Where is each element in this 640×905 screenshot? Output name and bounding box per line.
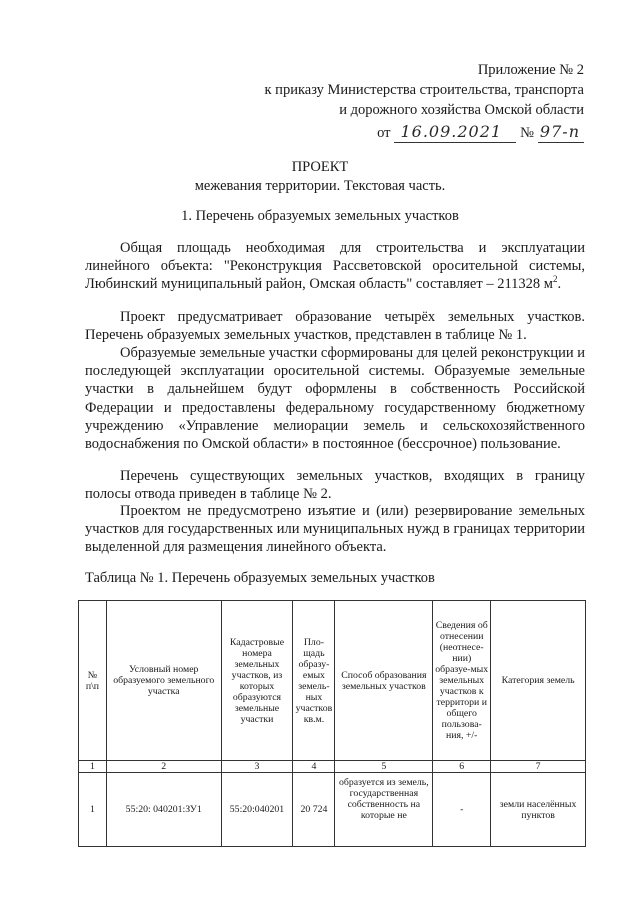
handwritten-date: 16.09.2021 (394, 122, 516, 143)
conditional-number: 55:20: 040201:ЗУ1 (106, 773, 221, 847)
column-number: 2 (106, 761, 221, 773)
column-number: 3 (221, 761, 293, 773)
appendix-header (265, 60, 584, 143)
header-cell: Категория земель (491, 601, 586, 761)
header-cell: № п\п (79, 601, 107, 761)
paragraph-purpose: Образуемые земельные участки сформированы для целей реконструкции и последующей эксплуатации оросительной системы. Образуемые земельные участки в дальнейшем будут оформлены в собственность Российской Федерации и предоставлены федеральному государственному бюджетному учреждению «Управление мелиорации земель и сельскохозяйственного водоснабжения по Омской области» в постоянное (бессрочное) пользование. (85, 345, 585, 453)
header-cell: Способ образования земельных участков (335, 601, 433, 761)
paragraph-plots: Проект предусматривает образование четырёх земельных участков. Перечень образуемых земельных участков, представлен в таблице № 1. (85, 309, 585, 344)
cadastral-number: 55:20:040201 (221, 773, 293, 847)
paragraph-existing: Перечень существующих земельных участков, входящих в границу полосы отвода приведен в таблице № 2. (85, 468, 585, 503)
table-row (79, 773, 586, 847)
formation-method: образуется из земель, государственная собственность на которые не (335, 773, 433, 847)
header-cell: Пло-щадь образу-емых земель-ных участков кв.м. (293, 601, 335, 761)
paragraph-reservation: Проектом не предусмотрено изъятие и (или) резервирование земельных участков для государственных или муниципальных нужд в границах территории выделенной для размещения линейного объекта. (85, 503, 585, 556)
column-number: 4 (293, 761, 335, 773)
column-number: 6 (433, 761, 491, 773)
land-category: земли населённых пунктов (491, 773, 586, 847)
doc-subtitle: межевания территории. Текстовая часть. (194, 178, 446, 194)
date-prefix: от (377, 125, 391, 141)
public-use-flag: - (433, 773, 491, 847)
order-date-row (265, 122, 584, 143)
appendix-ministry-line: и дорожного хозяйства Омской области (339, 102, 584, 118)
column-number: 5 (335, 761, 433, 773)
paragraph-area: Общая площадь необходимая для строительства и эксплуатации линейного объекта: "Реконструкция Рассветовской оросительной системы, Любинский муниципальный район, Омская область" составляет – 211328 $м^2$. (85, 240, 585, 293)
plot-area: 20 724 (293, 773, 335, 847)
table-header-row (79, 601, 586, 761)
header-cell: Сведения об отнесении (неотнесе-нии) образуе-мых земельных участков к территори и общего пользова-ния, +/- (433, 601, 491, 761)
appendix-number: Приложение № 2 (477, 62, 584, 78)
number-prefix: № (520, 125, 534, 141)
section-heading: 1. Перечень образуемых земельных участков (181, 208, 459, 224)
row-number: 1 (79, 773, 107, 847)
appendix-order-line: к приказу Министерства строительства, транспорта (264, 82, 584, 98)
plots-table (78, 600, 586, 847)
column-number: 1 (79, 761, 107, 773)
doc-title: ПРОЕКТ (291, 159, 349, 175)
header-cell: Условный номер образуемого земельного участка (106, 601, 221, 761)
header-cell: Кадастровые номера земельных участков, из которых образуются земельные участки (221, 601, 293, 761)
table-caption: Таблица № 1. Перечень образуемых земельных участков (85, 570, 435, 586)
column-number-row (79, 761, 586, 773)
column-number: 7 (491, 761, 586, 773)
handwritten-number: 97-п (538, 122, 584, 143)
